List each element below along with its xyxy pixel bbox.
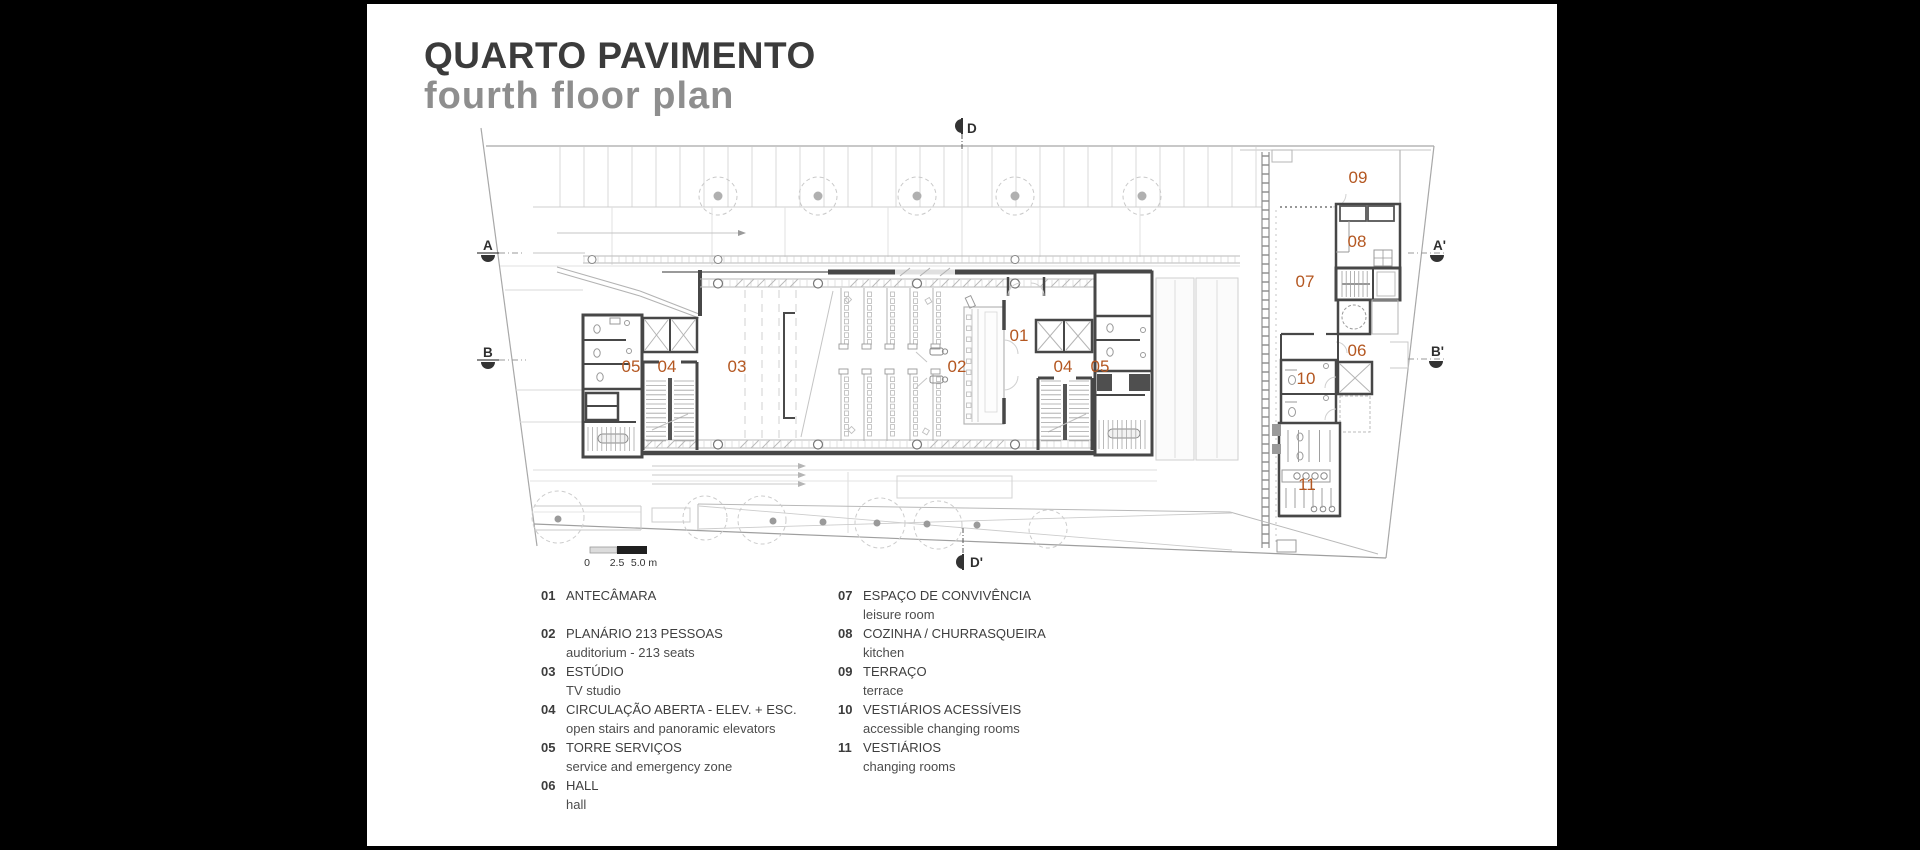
page-title: QUARTO PAVIMENTO [424,35,816,76]
north-facade-strip [583,256,1240,263]
legend-label: ESPAÇO DE CONVIVÊNCIA [863,588,1032,603]
section-marker-d2: D' [970,555,983,570]
legend-sublabel: TV studio [566,683,621,698]
room-label-07: 07 [1295,272,1315,291]
legend-label: ESTÚDIO [566,664,624,679]
room-label-02: 02 [947,357,967,376]
roof-deck-band [560,147,1256,207]
room-label-06: 06 [1347,341,1367,360]
legend-sublabel [566,605,656,624]
legend-entry [541,776,841,814]
legend-entry [541,700,841,738]
legend-num: 08 [838,626,853,641]
scale-zero: 0 [584,557,590,569]
legend-num: 01 [541,588,556,603]
room-label-10: 10 [1296,369,1316,388]
legend-label: CIRCULAÇÃO ABERTA - ELEV. + ESC. [566,702,797,717]
legend-sublabel: kitchen [863,645,905,660]
section-marker-a: A [483,238,493,253]
legend-label: VESTIÁRIOS [863,740,942,755]
section-marker-b2: B' [1431,344,1444,359]
south-walkway [530,470,1378,554]
room-label-04-east: 04 [1053,357,1073,376]
roof-trees [699,177,1161,215]
legend-sublabel: accessible changing rooms [863,721,1020,736]
legend-sublabel: changing rooms [863,759,956,774]
legend-sublabel: service and emergency zone [566,759,733,774]
legend-num: 06 [541,778,556,793]
legend-column-left [541,586,841,814]
section-marker-a2: A' [1433,238,1446,253]
room-label-04-west: 04 [657,357,677,376]
legend-num: 10 [838,702,853,717]
east-wing [1262,150,1408,552]
legend-label: TORRE SERVIÇOS [566,740,682,755]
wheelchair-positions [916,348,948,388]
legend-entry [541,624,841,662]
legend-label: TERRAÇO [863,664,927,679]
legend-sublabel: leisure room [863,607,935,622]
legend-label: COZINHA / CHURRASQUEIRA [863,626,1046,641]
legend-entry [838,700,1138,738]
legend-entry [838,738,1138,776]
section-marker-d: D [967,121,977,136]
legend-label: ANTECÂMARA [566,588,657,603]
section-marker-b: B [483,345,493,360]
dimension-arrows [652,463,806,487]
page-subtitle: fourth floor plan [424,75,735,117]
room-label-11: 11 [1298,475,1316,494]
legend-entry [838,662,1138,700]
facade-ticks [584,256,1235,264]
legend-entry [541,662,841,700]
legend-num: 04 [541,702,556,717]
legend-num: 05 [541,740,556,755]
west-service-core [583,315,642,457]
room-label-05-west: 05 [621,357,641,376]
legend-entry [838,586,1138,624]
scale-end: 5.0 m [630,557,658,569]
legend-num: 09 [838,664,853,679]
legend-label: PLANÁRIO 213 PESSOAS [566,626,723,641]
legend-label: HALL [566,778,599,793]
legend-num: 03 [541,664,556,679]
room-label-09: 09 [1348,168,1368,187]
stage-table [964,296,1018,424]
scale-bar [584,546,657,569]
legend-sublabel: hall [566,797,587,812]
room-label-01: 01 [1009,326,1029,345]
legend-sublabel: open stairs and panoramic elevators [566,721,776,736]
legend-num: 07 [838,588,853,603]
legend-entry [541,738,841,776]
legend-label: VESTIÁRIOS ACESSÍVEIS [863,702,1022,717]
legend-column-right [838,586,1138,776]
tv-studio [745,290,833,440]
west-open-stair [643,318,697,450]
legend-sublabel: auditorium - 213 seats [566,645,695,660]
legend-sublabel: terrace [863,683,904,698]
auditorium-seating [839,288,941,441]
panoramic-elevator-panels [1156,278,1238,460]
room-label-03: 03 [727,357,747,376]
legend-entry [838,624,1138,662]
hatched-wall-ticks [1262,156,1269,543]
legend-num: 11 [838,740,852,755]
legend-num: 02 [541,626,556,641]
scale-mid: 2.5 [609,557,625,569]
room-label-05-east: 05 [1090,357,1110,376]
room-label-08: 08 [1347,232,1367,251]
legend-entry [541,586,841,624]
